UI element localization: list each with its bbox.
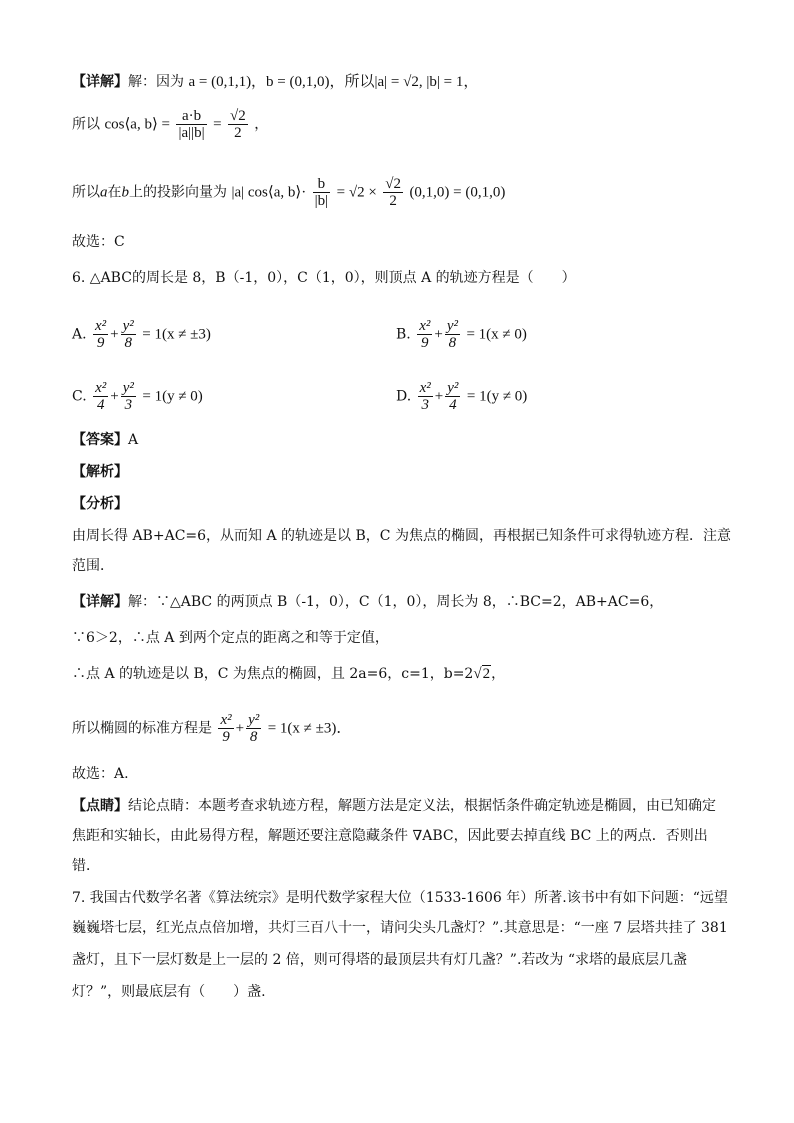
detail-line-d2: ∵6＞2，∴点 A 到两个定点的距离之和等于定值， [72, 630, 389, 646]
frac-num: a·b [176, 108, 206, 125]
frac [121, 318, 136, 351]
sqrt-arg: 2 [482, 666, 491, 682]
option-a: A. $\frac{\text{x²}}{9}$ + $\frac{\text{y²}}{8}$ = 1(x ≠ ±3) [72, 318, 211, 351]
detail-text: 所以椭圆的标准方程是 [72, 720, 212, 737]
frac [218, 712, 233, 745]
proj-part-1: |a| cos⟨a, b⟩· [231, 184, 307, 201]
dianjing-tag: 【点睛】 [72, 798, 128, 814]
option-rest: = 1(y ≠ 0) [142, 388, 203, 405]
cos-line [72, 108, 268, 141]
standard-equation-line: 所以椭圆的标准方程是 $\frac{\text{x²}}{9}$ + $\frac{\text{y²}}{8}$ = 1(x ≠ ±3)． [72, 712, 352, 745]
frac-den: 8 [448, 335, 457, 351]
question-7-line-2: 巍巍塔七层，红光点点倍加增，共灯三百八十一，请问尖头几盏灯？”.其意思是：“一座 7 层塔共挂了 381 [72, 920, 728, 936]
fenxi-tag: 【分析】 [72, 496, 128, 512]
frac-num: b [313, 176, 331, 193]
lead-text: 所以 [72, 116, 100, 133]
vec-b: b [121, 184, 129, 201]
frac-num: x² [419, 380, 431, 396]
option-label: B. [396, 326, 411, 343]
dianjing-text: 结论点睛：本题考查求轨迹方程，解题方法是定义法，根据恬条件确定轨迹是椭圆，由已知确定 [128, 798, 716, 814]
answer-tag: 【答案】 [72, 432, 128, 448]
question-7-line-4: 灯？”，则最底层有（ ）盏. [72, 984, 266, 1000]
option-d: D. $\frac{\text{x²}}{3}$ + $\frac{\text{y²}}{4}$ = 1(y ≠ 0) [396, 380, 528, 413]
answer-value: A [128, 432, 139, 448]
frac [445, 318, 460, 351]
option-c: C. $\frac{\text{x²}}{4}$ + $\frac{\text{y²}}{3}$ = 1(y ≠ 0) [72, 380, 203, 413]
frac [417, 318, 432, 351]
frac [93, 318, 108, 351]
detail-tag: 【详解】 [72, 74, 128, 90]
option-rest: = 1(x ≠ 0) [466, 326, 527, 343]
proj-part-2: = √2 × [336, 184, 377, 201]
option-label: A. [72, 326, 87, 343]
detail-tag: 【详解】 [72, 594, 128, 610]
option-label: C. [72, 388, 87, 405]
detail-text: 解：因为 [128, 74, 184, 90]
unit-b-fraction [313, 176, 331, 209]
frac [246, 712, 261, 745]
text: 上的投影向量为 [129, 184, 227, 201]
sqrt2-fraction [228, 108, 248, 141]
tail: ， [491, 666, 506, 682]
frac-num: x² [220, 712, 232, 728]
frac-den: 8 [124, 335, 132, 351]
frac-num: y² [248, 712, 260, 728]
vector-formula: a = (0,1,1)，b = (0,1,0)，所以|a| = √2, |b| = 1， [188, 74, 479, 90]
dianjing-line-2: 焦距和实轴长，由此易得方程，解题还要注意隐藏条件 ∇ABC，因此要去掉直线 BC 上的两点．否则出 [72, 828, 708, 844]
frac [93, 380, 108, 413]
frac-den: 4 [449, 397, 457, 413]
frac [121, 380, 136, 413]
proj-part-3: (0,1,0) = (0,1,0) [409, 184, 506, 201]
frac-den: |b| [314, 193, 329, 209]
frac-den: 3 [421, 397, 429, 413]
frac-num: y² [446, 318, 458, 334]
lead-text: 所以 [72, 184, 100, 201]
answer-line [72, 430, 138, 450]
choose-c: 故选：C [72, 234, 125, 250]
cos-fraction [176, 108, 206, 141]
frac-den: 8 [249, 729, 258, 745]
frac [418, 380, 433, 413]
frac-num: √2 [230, 108, 246, 124]
question-7-line-3: 盏灯，且下一层灯数是上一层的 2 倍，则可得塔的最顶层共有灯几盏？”.若改为 “求塔的最底层几盏 [72, 952, 688, 968]
detail-line-d3: ∴点 A 的轨迹是以 B，C 为焦点的椭圆，且 2a=6，c=1，b=2√2， [72, 666, 506, 682]
choose-a: 故选：A. [72, 766, 129, 782]
frac-den: |a||b| [178, 125, 205, 141]
option-rest: = 1(x ≠ ±3) [142, 326, 211, 343]
option-rest: = 1(y ≠ 0) [466, 388, 528, 405]
option-label: D. [396, 388, 412, 405]
frac-den: 2 [234, 125, 242, 141]
dianjing-line-1 [72, 796, 716, 816]
question-7-line-1: 7. 我国古代数学名著《算法统宗》是明代数学家程大位（1533-1606 年）所著.该书中有如下问题：“远望 [72, 890, 728, 906]
option-b: B. $\frac{\text{x²}}{9}$ + $\frac{\text{y²}}{8}$ = 1(x ≠ 0) [396, 318, 527, 351]
fenxi-line-1: 由周长得 AB+AC=6，从而知 A 的轨迹是以 B，C 为焦点的椭圆，再根据已知条件可求得轨迹方程．注意 [72, 528, 731, 544]
detail-line-d1 [72, 592, 663, 612]
frac-num: x² [419, 318, 431, 334]
tail: ， [254, 116, 269, 133]
frac-den: 9 [222, 729, 230, 745]
frac-num: x² [95, 318, 107, 334]
analysis-tag: 【解析】 [72, 464, 128, 480]
equation-rest: = 1(x ≠ ±3)． [267, 720, 352, 737]
frac [445, 380, 460, 413]
frac-den: 2 [389, 193, 397, 209]
frac-num: y² [447, 380, 459, 396]
frac-den: 9 [96, 335, 105, 351]
question-6: 6. △ABC的周长是 8，B（-1，0），C（1，0），则顶点 A 的轨迹方程是（ ） [72, 270, 576, 286]
eq-sign: = [213, 116, 222, 133]
projection-line [72, 176, 505, 209]
frac-num: √2 [385, 176, 401, 192]
frac-num: y² [122, 380, 134, 396]
fenxi-line-2: 范围． [72, 558, 114, 574]
frac-den: 4 [96, 397, 105, 413]
sqrt2-fraction [383, 176, 403, 209]
detail-text: 解：∵△ABC 的两顶点 B（-1，0），C（1，0），周长为 8，∴BC=2，AB+AC=6， [128, 594, 664, 610]
detail-text: ∴点 A 的轨迹是以 B，C 为焦点的椭圆，且 2a=6，c=1，b=2 [72, 666, 474, 682]
frac-num: y² [122, 318, 134, 334]
text: 在 [107, 184, 122, 201]
dianjing-line-3: 错． [72, 858, 100, 874]
cos-lhs: cos⟨a, b⟩ = [104, 116, 171, 133]
detail-line-1 [72, 72, 478, 92]
frac-den: 9 [421, 335, 429, 351]
frac-num: x² [95, 380, 107, 396]
vec-a: a [100, 184, 108, 201]
frac-den: 3 [124, 397, 133, 413]
